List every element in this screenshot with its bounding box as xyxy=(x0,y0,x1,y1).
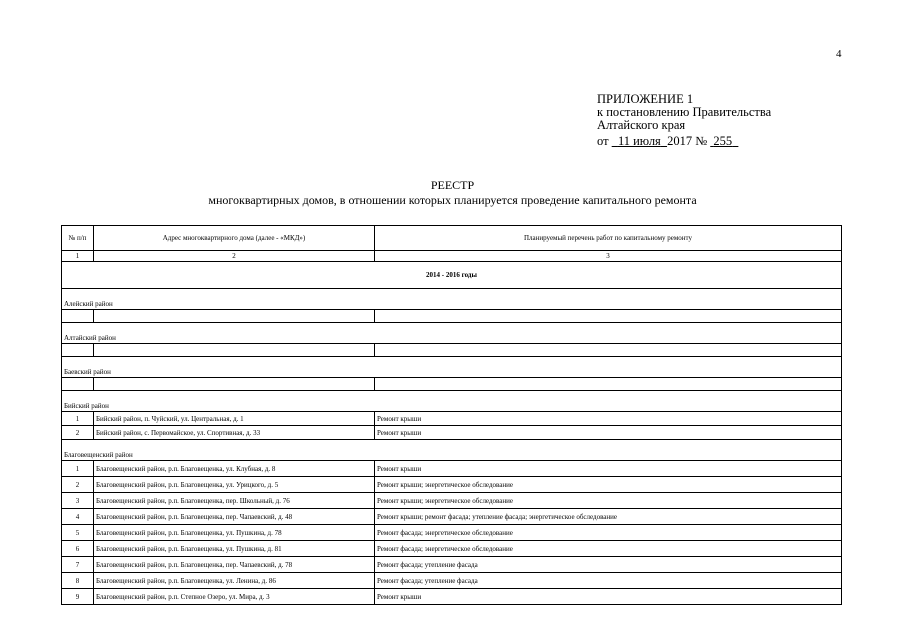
cell-num: 2 xyxy=(62,477,94,493)
district-row xyxy=(62,357,842,378)
cell-address: Благовещенский район, р.п. Благовещенка, ул. Пушкина, д. 78 xyxy=(94,525,375,541)
header-num: № п/п xyxy=(62,226,94,251)
document-title-block xyxy=(0,178,905,208)
date-prefix: от xyxy=(597,134,609,148)
cell-works: Ремонт фасада; утепление фасада xyxy=(375,557,842,573)
cell-works: Ремонт крыши; энергетическое обследование xyxy=(375,493,842,509)
period-label: 2014 - 2016 годы xyxy=(62,262,842,289)
cell-num: 6 xyxy=(62,541,94,557)
empty-cell xyxy=(375,344,842,357)
cell-address: Бийский район, с. Первомайское, ул. Спортивная, д. 33 xyxy=(94,426,375,440)
table-row xyxy=(62,426,842,440)
registry-table xyxy=(61,225,842,605)
cell-works: Ремонт крыши xyxy=(375,426,842,440)
district-name: Баевский район xyxy=(62,357,842,378)
cell-works: Ремонт крыши xyxy=(375,589,842,605)
district-name: Благовещенский район xyxy=(62,440,842,461)
table-row xyxy=(62,573,842,589)
cell-works: Ремонт крыши xyxy=(375,461,842,477)
cell-num: 2 xyxy=(62,426,94,440)
header-works: Планируемый перечень работ по капитальному ремонту xyxy=(375,226,842,251)
table-row xyxy=(62,525,842,541)
period-row xyxy=(62,262,842,289)
cell-address: Благовещенский район, р.п. Благовещенка, ул. Пушкина, д. 81 xyxy=(94,541,375,557)
cell-works: Ремонт фасада; утепление фасада xyxy=(375,573,842,589)
district-row xyxy=(62,323,842,344)
cell-works: Ремонт крыши xyxy=(375,412,842,426)
cell-works: Ремонт крыши; ремонт фасада; утепление фасада; энергетическое обследование xyxy=(375,509,842,525)
table-row xyxy=(62,557,842,573)
cell-num: 4 xyxy=(62,509,94,525)
page-number: 4 xyxy=(836,48,842,60)
cell-num: 8 xyxy=(62,573,94,589)
table-row xyxy=(62,412,842,426)
empty-cell xyxy=(94,344,375,357)
district-row xyxy=(62,391,842,412)
district-name: Бийский район xyxy=(62,391,842,412)
table-row xyxy=(62,477,842,493)
empty-cell xyxy=(62,310,94,323)
col-number-2: 2 xyxy=(94,251,375,262)
cell-address: Благовещенский район, р.п. Благовещенка, пер. Чапаевский, д. 78 xyxy=(94,557,375,573)
appendix-date-line xyxy=(597,135,771,148)
appendix-title: ПРИЛОЖЕНИЕ 1 xyxy=(597,92,694,106)
empty-cell xyxy=(94,378,375,391)
table-row xyxy=(62,541,842,557)
appendix-header xyxy=(597,93,771,148)
cell-works: Ремонт фасада; энергетическое обследование xyxy=(375,525,842,541)
date-year: 2017 № xyxy=(667,134,708,148)
cell-num: 1 xyxy=(62,412,94,426)
table-header-row xyxy=(62,226,842,251)
empty-cell xyxy=(375,310,842,323)
date-value: 11 июля xyxy=(617,134,661,148)
empty-row xyxy=(62,378,842,391)
cell-num: 9 xyxy=(62,589,94,605)
district-name: Алтайский район xyxy=(62,323,842,344)
empty-cell xyxy=(62,344,94,357)
empty-cell xyxy=(94,310,375,323)
document-number: 255 xyxy=(713,134,733,148)
cell-address: Бийский район, п. Чуйский, ул. Центральная, д. 1 xyxy=(94,412,375,426)
cell-address: Благовещенский район, р.п. Благовещенка, пер. Школьный, д. 76 xyxy=(94,493,375,509)
col-number-3: 3 xyxy=(375,251,842,262)
column-numbers-row xyxy=(62,251,842,262)
cell-num: 5 xyxy=(62,525,94,541)
cell-num: 3 xyxy=(62,493,94,509)
table-row xyxy=(62,509,842,525)
cell-address: Благовещенский район, р.п. Благовещенка, пер. Чапаевский, д. 48 xyxy=(94,509,375,525)
district-row xyxy=(62,289,842,310)
cell-address: Благовещенский район, р.п. Степное Озеро, ул. Мира, д. 3 xyxy=(94,589,375,605)
cell-works: Ремонт крыши; энергетическое обследование xyxy=(375,477,842,493)
col-number-1: 1 xyxy=(62,251,94,262)
cell-address: Благовещенский район, р.п. Благовещенка, ул. Клубная, д. 8 xyxy=(94,461,375,477)
table-row xyxy=(62,589,842,605)
empty-row xyxy=(62,344,842,357)
cell-address: Благовещенский район, р.п. Благовещенка, ул. Урицкого, д. 5 xyxy=(94,477,375,493)
empty-cell xyxy=(62,378,94,391)
table-row xyxy=(62,493,842,509)
appendix-line2: к постановлению Правительства xyxy=(597,105,772,119)
cell-address: Благовещенский район, р.п. Благовещенка, ул. Ленина, д. 86 xyxy=(94,573,375,589)
cell-works: Ремонт фасада; энергетическое обследование xyxy=(375,541,842,557)
empty-row xyxy=(62,310,842,323)
empty-cell xyxy=(375,378,842,391)
document-subtitle: многоквартирных домов, в отношении которых планируется проведение капитального ремонта xyxy=(208,193,697,207)
district-name: Алейский район xyxy=(62,289,842,310)
cell-num: 7 xyxy=(62,557,94,573)
appendix-line3: Алтайского края xyxy=(597,118,686,132)
table-row xyxy=(62,461,842,477)
district-row xyxy=(62,440,842,461)
cell-num: 1 xyxy=(62,461,94,477)
header-address: Адрес многоквартирного дома (далее - «МКД») xyxy=(94,226,375,251)
document-title: РЕЕСТР xyxy=(430,178,475,192)
